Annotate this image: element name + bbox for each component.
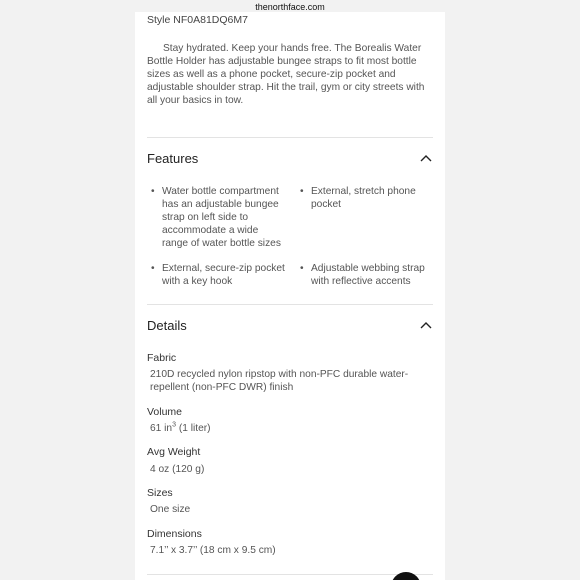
feature-item: • Adjustable webbing strap with reflective accents — [298, 262, 436, 288]
detail-value-dimensions: 7.1’’ x 3.7’’ (18 cm x 9.5 cm) — [150, 545, 276, 556]
detail-value-volume — [150, 422, 420, 435]
chevron-up-icon[interactable] — [419, 151, 433, 165]
detail-value-sizes: One size — [150, 504, 191, 515]
detail-value-weight: 4 oz (120 g) — [150, 464, 205, 475]
features-toggle[interactable] — [147, 148, 433, 168]
detail-label-sizes: Sizes — [147, 487, 173, 499]
detail-value-fabric: 210D recycled nylon ripstop with non-PFC durable water-repellent (non-PFC DWR) finish — [150, 369, 409, 393]
feature-item: • External, stretch phone pocket — [298, 185, 431, 211]
volume-number: 61 in — [150, 423, 173, 434]
feature-item: • Water bottle compartment has an adjustable bungee strap on left side to accommodate a wide range of water bottle sizes — [149, 185, 285, 250]
detail-label-dimensions: Dimensions — [147, 528, 202, 540]
details-toggle[interactable] — [147, 315, 433, 335]
volume-exponent: 3 — [172, 421, 176, 429]
feature-item: • External, secure-zip pocket with a key hook — [149, 262, 290, 288]
divider — [147, 137, 433, 138]
divider — [147, 574, 433, 575]
browser-url[interactable]: thenorthface.com — [255, 2, 325, 12]
details-title: Details — [147, 317, 187, 333]
divider — [147, 304, 433, 305]
detail-label-fabric: Fabric — [147, 352, 177, 364]
features-title: Features — [147, 150, 199, 166]
volume-liters: (1 liter) — [176, 423, 211, 434]
detail-label-weight: Avg Weight — [147, 446, 201, 458]
product-description: Stay hydrated. Keep your hands free. The Borealis Water Bottle Holder has adjustable bungee straps to fit most bottle sizes as well as a phone pocket, secure-zip pocket and adjustable shoulder strap. Hit the trail, gym or city streets with all your basics in tow. — [147, 43, 425, 106]
chevron-up-icon[interactable] — [419, 318, 433, 332]
style-code: Style NF0A81DQ6M7 — [147, 14, 248, 26]
product-page — [135, 12, 445, 580]
detail-label-volume: Volume — [147, 406, 183, 418]
